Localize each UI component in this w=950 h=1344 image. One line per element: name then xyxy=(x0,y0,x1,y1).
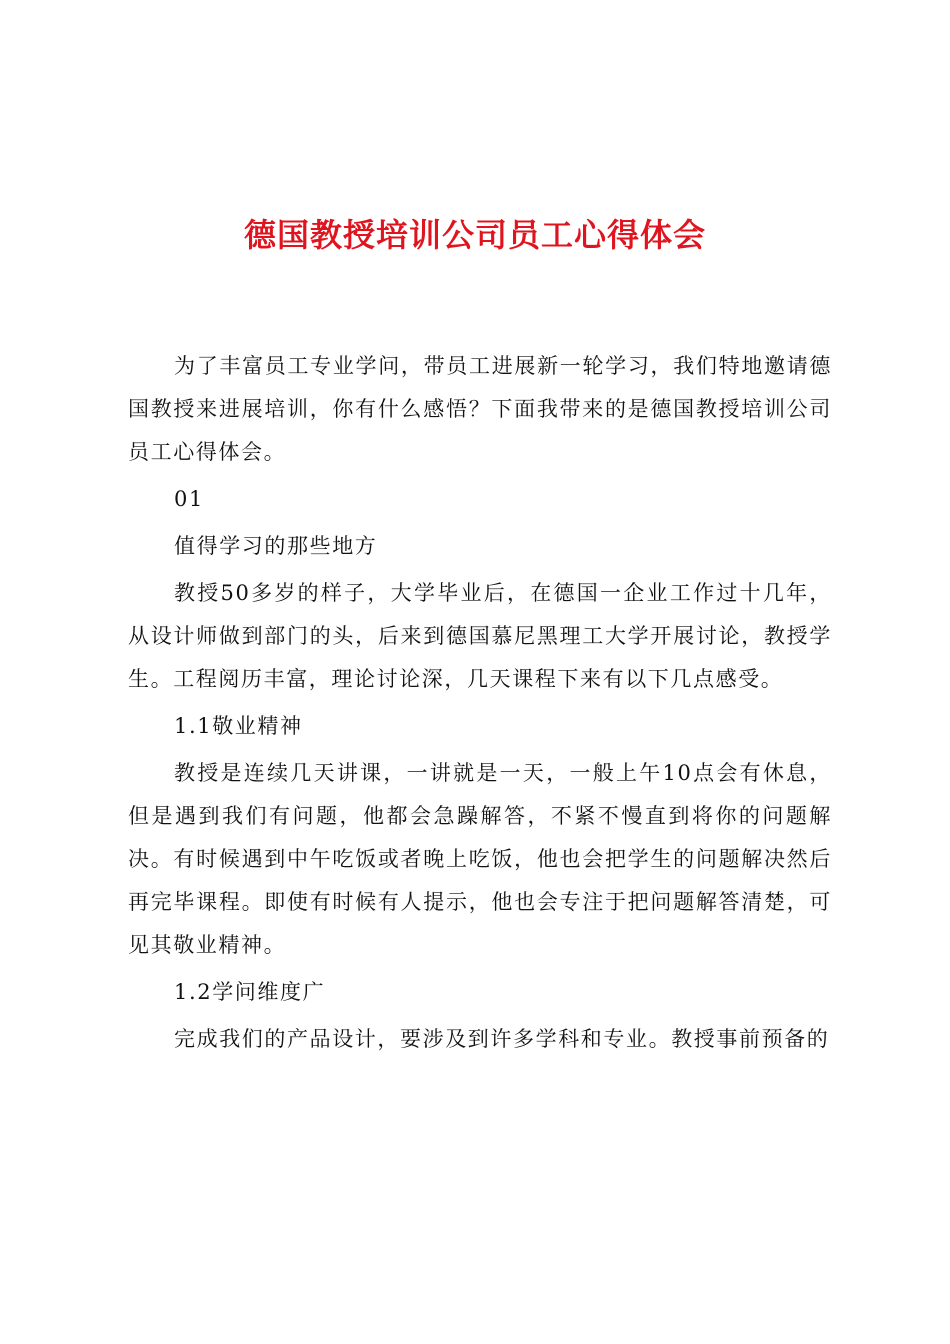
subsection-heading-knowledge: 1.2学问维度广 xyxy=(174,980,326,1004)
paragraph-knowledge: 完成我们的产品设计，要涉及到许多学科和专业。教授事前预备的 xyxy=(174,1027,830,1051)
paragraph-intro: 为了丰富员工专业学问，带员工进展新一轮学习，我们特地邀请德国教授来进展培训，你有什么感悟？下面我带来的是德国教授培训公司员工心得体会。 xyxy=(128,354,832,464)
paragraph-dedication: 教授是连续几天讲课，一讲就是一天，一般上午10点会有休息，但是遇到我们有问题，他都会急躁解答，不紧不慢直到将你的问题解决。有时候遇到中午吃饭或者晚上吃饭，他也会把学生的问题解决然后再完毕课程。即使有时候有人提示，他也会专注于把问题解答清楚，可见其敬业精神。 xyxy=(128,761,832,957)
document-title: 德国教授培训公司员工心得体会 xyxy=(243,216,706,254)
document-body xyxy=(128,345,832,1065)
subsection-heading-dedication: 1.1敬业精神 xyxy=(174,714,303,738)
paragraph-professor-background: 教授50多岁的样子，大学毕业后，在德国一企业工作过十几年，从设计师做到部门的头，后来到德国慕尼黑理工大学开展讨论，教授学生。工程阅历丰富，理论讨论深，几天课程下来有以下几点感受。 xyxy=(128,581,832,691)
section-number: 01 xyxy=(174,487,204,511)
section-heading: 值得学习的那些地方 xyxy=(174,534,378,558)
